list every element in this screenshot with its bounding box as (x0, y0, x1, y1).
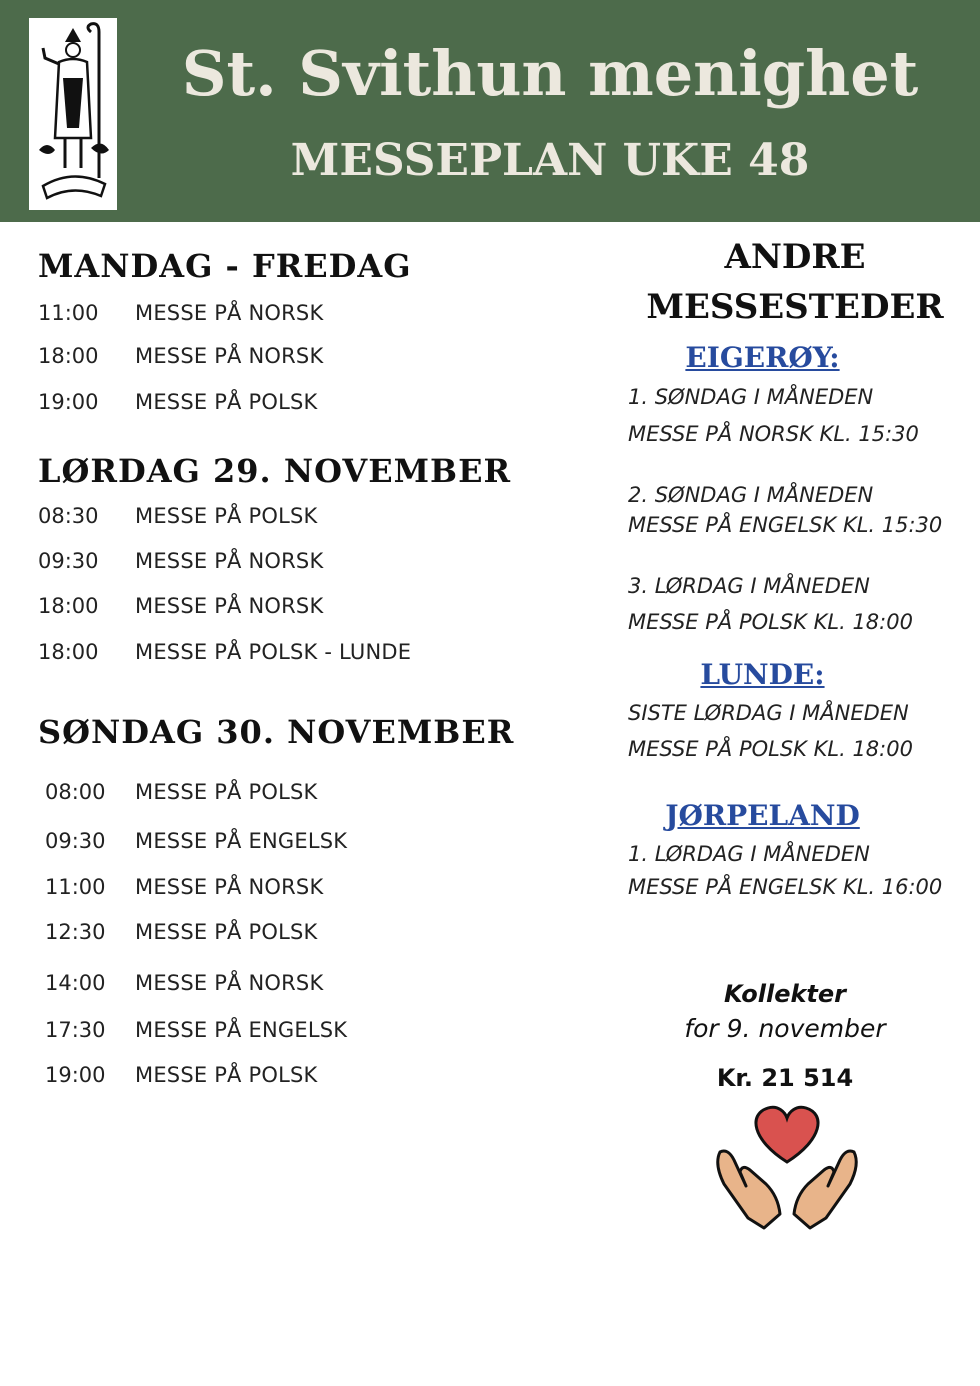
mass-description: MESSE PÅ NORSK (135, 301, 324, 325)
saturday-heading: LØRDAG 29. NOVEMBER (38, 452, 512, 490)
logo (29, 18, 117, 210)
place-info-line: SISTE LØRDAG I MÅNEDEN (628, 701, 909, 725)
place-info-line: MESSE PÅ POLSK KL. 18:00 (628, 610, 913, 634)
mass-description: MESSE PÅ NORSK (135, 344, 324, 368)
mass-time: 19:00 (45, 1063, 106, 1087)
schedule-row (0, 637, 560, 667)
schedule-row (0, 387, 560, 417)
place-info-line: 3. LØRDAG I MÅNEDEN (628, 574, 870, 598)
mass-time: 12:30 (45, 920, 106, 944)
header-banner (0, 0, 980, 222)
mass-time: 19:00 (38, 390, 99, 414)
mass-time: 18:00 (38, 594, 99, 618)
mass-time: 08:00 (45, 780, 106, 804)
place-eigeroy: EIGERØY: (685, 341, 840, 374)
place-info-line: MESSE PÅ NORSK KL. 15:30 (628, 422, 919, 446)
place-info-line: 1. LØRDAG I MÅNEDEN (628, 842, 870, 866)
schedule-row (0, 777, 560, 807)
heart-icon (756, 1107, 818, 1162)
collection-date: for 9. november (684, 1014, 886, 1043)
mass-description: MESSE PÅ POLSK (135, 390, 318, 414)
mass-description: MESSE PÅ POLSK (135, 1063, 318, 1087)
place-info-line: 2. SØNDAG I MÅNEDEN (628, 483, 874, 507)
mass-time: 11:00 (45, 875, 106, 899)
place-info-line: MESSE PÅ POLSK KL. 18:00 (628, 737, 913, 761)
other-places-heading (640, 232, 950, 332)
mass-time: 18:00 (38, 344, 99, 368)
mass-description: MESSE PÅ POLSK (135, 920, 318, 944)
right-hand-icon (794, 1151, 856, 1228)
schedule-row (0, 968, 560, 998)
schedule-row (0, 591, 560, 621)
mass-description: MESSE PÅ POLSK (135, 504, 318, 528)
schedule-row (0, 917, 560, 947)
sunday-heading: SØNDAG 30. NOVEMBER (38, 713, 515, 751)
heart-hands-icon (712, 1100, 862, 1232)
mass-description: MESSE PÅ NORSK (135, 875, 324, 899)
mass-time: 09:30 (38, 549, 99, 573)
mass-time: 18:00 (38, 640, 99, 664)
mass-time: 17:30 (45, 1018, 106, 1042)
other-places-heading-line1: ANDRE (724, 237, 866, 277)
schedule-row (0, 1015, 560, 1045)
mass-time: 09:30 (45, 829, 106, 853)
other-places-heading-line2: MESSESTEDER (646, 287, 944, 327)
place-info-line: 1. SØNDAG I MÅNEDEN (628, 385, 874, 409)
schedule-row (0, 826, 560, 856)
page-subtitle: MESSEPLAN UKE 48 (290, 135, 810, 186)
mass-description: MESSE PÅ NORSK (135, 594, 324, 618)
mass-description: MESSE PÅ ENGELSK (135, 829, 348, 853)
mass-time: 08:30 (38, 504, 99, 528)
collection-title: Kollekter (723, 980, 847, 1008)
place-lunde: LUNDE: (700, 658, 825, 691)
mass-description: MESSE PÅ POLSK (135, 780, 318, 804)
mass-description: MESSE PÅ POLSK - LUNDE (135, 640, 412, 664)
schedule-row (0, 546, 560, 576)
schedule-row (0, 1060, 560, 1090)
mass-time: 11:00 (38, 301, 99, 325)
collection-amount: Kr. 21 514 (716, 1064, 854, 1092)
saint-bishop-logo-icon (29, 18, 117, 210)
place-jorpeland: JØRPELAND (665, 799, 860, 832)
place-info-line: MESSE PÅ ENGELSK KL. 16:00 (628, 875, 943, 899)
schedule-row (0, 872, 560, 902)
schedule-row (0, 341, 560, 371)
mass-description: MESSE PÅ ENGELSK (135, 1018, 348, 1042)
weekdays-heading: MANDAG - FREDAG (38, 247, 412, 285)
schedule-row (0, 298, 560, 328)
left-hand-icon (718, 1151, 780, 1228)
place-info-line: MESSE PÅ ENGELSK KL. 15:30 (628, 513, 943, 537)
mass-description: MESSE PÅ NORSK (135, 549, 324, 573)
page-title: St. Svithun menighet (181, 37, 919, 110)
mass-time: 14:00 (45, 971, 106, 995)
mass-description: MESSE PÅ NORSK (135, 971, 324, 995)
schedule-row (0, 501, 560, 531)
